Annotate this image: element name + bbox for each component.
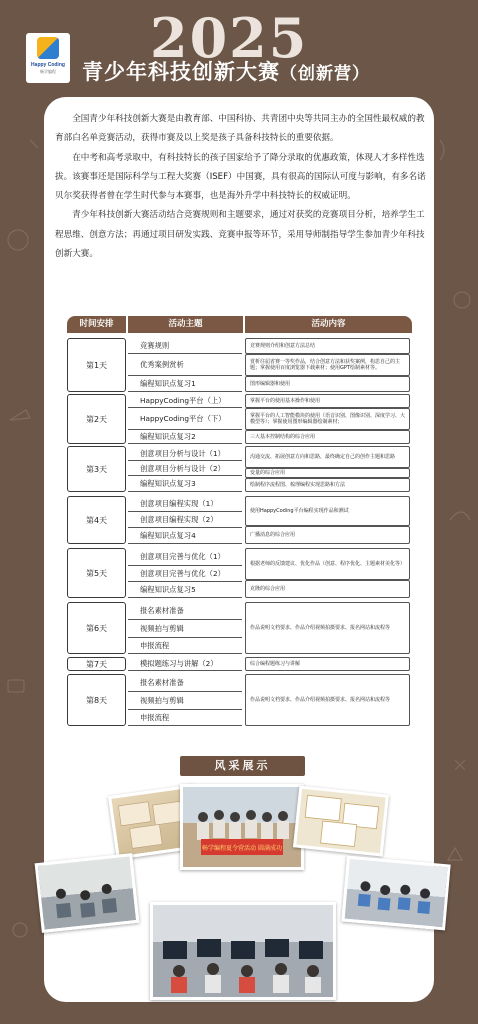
schedule-topic: 创意项目完善与优化（1） — [128, 548, 242, 566]
logo-subname: 畅学编程 — [40, 69, 56, 74]
schedule-day: 第7天 — [67, 657, 126, 671]
schedule-day: 第6天 — [67, 602, 126, 654]
photo-computer-lab — [150, 902, 336, 1000]
logo-name: Happy Coding — [31, 62, 65, 68]
header-time: 时间安排 — [67, 316, 126, 333]
schedule-topic: 编程知识点复习4 — [128, 528, 242, 544]
header-content: 活动内容 — [245, 316, 412, 333]
schedule-content: 图形编辑器和使用 — [245, 376, 410, 392]
schedule-day: 第1天 — [67, 338, 126, 392]
schedule-content: 根据老师的反馈建议、优化作品（创意、程序优化、主题素材美化等） — [245, 548, 410, 580]
intro-paragraph: 全国青少年科技创新大赛是由教育部、中国科协、共青团中央等共同主办的全国性最权威的教育部白名单竞赛活动，获得市赛及以上奖是孩子具备科技特长的重要依据。 — [55, 114, 425, 144]
header-topic: 活动主题 — [128, 316, 243, 333]
schedule-content: 赏析往届省赛一等奖作品，结合创意方法和获奖案例，构思自己的主题；掌握使用百度浏览器下载素材；使用GPT绘制素材等。 — [245, 354, 410, 376]
schedule-topic: 编程知识点复习5 — [128, 582, 242, 598]
schedule-day: 第5天 — [67, 548, 126, 598]
schedule-topic: 视频拍与剪辑 — [128, 692, 242, 710]
schedule-content: 掌握平台的人工智能模块的使用（语音识别、图像识别、深度学习、大模型等）；掌握使用图形编辑器绘制素材； — [245, 408, 410, 430]
schedule-topic: 申报流程 — [128, 638, 242, 654]
gallery-title: 风采展示 — [180, 756, 305, 776]
schedule-topic: 创意项目编程实现（2） — [128, 512, 242, 528]
title-main: 青少年科技创新大赛 — [82, 60, 280, 84]
schedule-content: 变量的综合应用 — [245, 468, 410, 478]
schedule-topic: 模拟题练习与讲解（2） — [128, 657, 242, 671]
photo-classroom-right — [341, 856, 450, 931]
schedule-topic: 编程知识点复习1 — [128, 376, 242, 392]
intro-paragraph: 青少年科技创新大赛活动结合竞赛规则和主题要求，通过对获奖的竞赛项目分析，培养学生工程思维、创意方法；再通过项目研发实践、竞赛申报等环节，采用导师制指导学生参加青少年科技创新大赛。 — [55, 210, 425, 260]
schedule-content: 竞赛规则介绍和创意方法总结 — [245, 338, 410, 354]
schedule-content: 三大基本控制结构的综合应用 — [245, 430, 410, 444]
page-title — [82, 56, 370, 86]
schedule-topic: 视频拍与剪辑 — [128, 620, 242, 638]
schedule-day: 第2天 — [67, 394, 126, 444]
schedule-topic: 报名素材准备 — [128, 602, 242, 620]
intro-text — [55, 110, 427, 264]
schedule-topic: 竞赛规则 — [128, 338, 242, 354]
schedule-content: 掌握平台的使用基本操作和使用 — [245, 394, 410, 408]
schedule-content: 使用HappyCoding平台编程实现作品和测试 — [245, 496, 410, 526]
schedule-topic: 优秀案例赏析 — [128, 354, 242, 376]
schedule-topic: 申报流程 — [128, 710, 242, 726]
schedule-topic: 创意项目编程实现（1） — [128, 496, 242, 512]
schedule-content: 绘制程序流程图、梳理编程实现思路和方法 — [245, 478, 410, 492]
schedule-topic: HappyCoding平台（上） — [128, 394, 242, 408]
title-sub: （创新营） — [280, 64, 370, 84]
year-watermark: 2025 — [150, 6, 309, 70]
brand-logo — [26, 33, 70, 83]
schedule-topic: 创意项目完善与优化（2） — [128, 566, 242, 582]
schedule-day: 第8天 — [67, 674, 126, 726]
schedule-content: 综合编程题练习与讲解 — [245, 657, 410, 671]
schedule-topic: 报名素材准备 — [128, 674, 242, 692]
schedule-day: 第3天 — [67, 446, 126, 492]
page-header — [0, 0, 478, 95]
photo-classroom-left — [35, 853, 140, 933]
schedule-content: 克隆的综合应用 — [245, 580, 410, 598]
schedule-content: 作品说明文档要求、作品介绍视频拍摄要求、报名网站和流程等 — [245, 602, 410, 654]
schedule-topic: 创意项目分析与设计（1） — [128, 446, 242, 461]
photo-group-banner — [180, 784, 304, 870]
logo-icon — [37, 37, 59, 59]
schedule-day: 第4天 — [67, 496, 126, 544]
schedule-topic: 编程知识点复习2 — [128, 430, 242, 444]
schedule-content: 作品说明文档要求、作品介绍视频拍摄要求、报名网站和流程等 — [245, 674, 410, 726]
intro-paragraph: 在中考和高考录取中，有科技特长的孩子国家给予了降分录取的优惠政策，体现人才多样性选拔。该赛事还是国际科学与工程大奖赛（ISEF）中国赛，具有很高的国际认可度与影响，有多名诺贝尔奖获得者曾在学生时代参与本赛事，也是海外升学中科技特长的权威证明。 — [55, 152, 426, 202]
banner-text: 畅学编程夏令营活动 圆满成功 — [202, 845, 282, 852]
schedule-content: 沟通交流、拓展创意方向和思路，最终确定自己的创作主题和思路 — [245, 446, 410, 468]
schedule-header — [67, 316, 412, 333]
schedule-content: 广播消息的综合应用 — [245, 526, 410, 544]
schedule-topic: 编程知识点复习3 — [128, 476, 242, 492]
schedule-topic: 创意项目分析与设计（2） — [128, 461, 242, 476]
schedule-topic: HappyCoding平台（下） — [128, 408, 242, 430]
photo-certificates-right — [293, 785, 389, 856]
